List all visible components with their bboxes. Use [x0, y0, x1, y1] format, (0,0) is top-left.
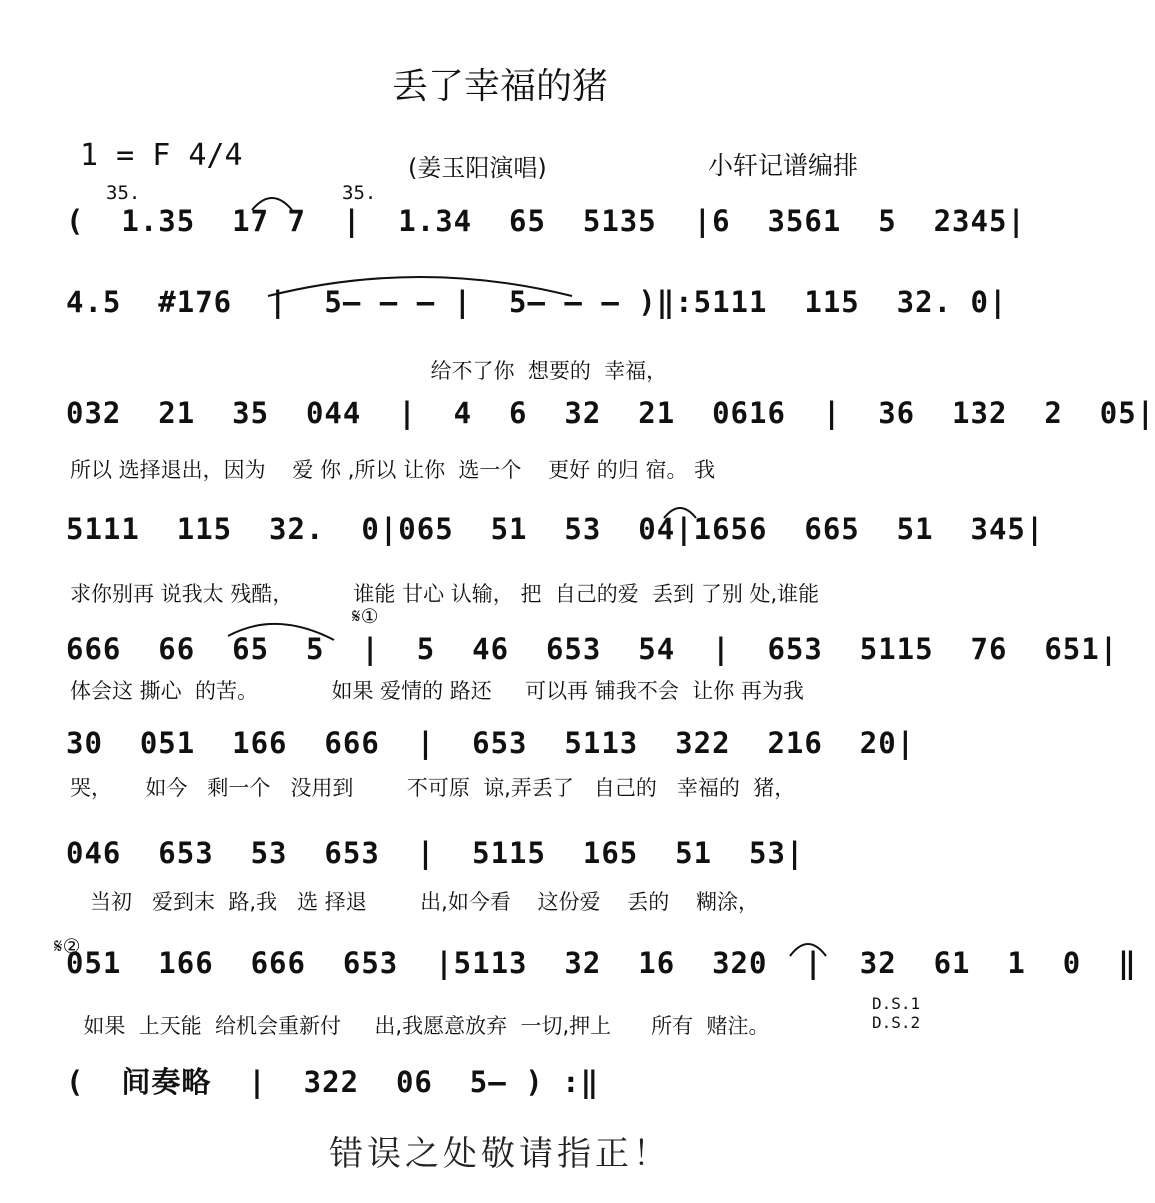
lyric-line: 给不了你 想要的 幸福，: [70, 359, 668, 383]
lyric-line: 所以 选择退出，因为 爱 你 ,所以 让你 选一个 更好 的归 宿。 我: [70, 458, 716, 482]
footer-note: 错误之处敬请指正！: [329, 1134, 671, 1174]
notation-line: 666 66 65 5 | 5 46 653 54 | 653 5115 76 651|: [66, 632, 1119, 666]
key-signature: 1 = F 4/4: [80, 138, 243, 173]
notation-line: ( 1.35 17 7 | 1.34 65 5135 |6 3561 5 2345|: [66, 204, 1026, 238]
ds-mark: D.S.2: [872, 1013, 921, 1032]
notation-line: ( 间奏略 | 322 06 5— ) :‖: [66, 1065, 600, 1099]
singer-credit: (姜玉阳演唱): [408, 154, 547, 182]
song-title: 丢了幸福的猪: [391, 66, 608, 107]
grace-note: 35.: [106, 182, 141, 204]
notation-line: 046 653 53 653 | 5115 165 51 53|: [66, 836, 805, 870]
grace-note: 35.: [342, 182, 377, 204]
lyric-line: 如果 上天能 给机会重新付 出,我愿意放弃 一切,押上 所有 赌注。: [70, 1014, 770, 1038]
segno-1-icon: 𝄋①: [352, 604, 379, 628]
notation-line: 051 166 666 653 |5113 32 16 320 | 32 61 1 0 ‖: [66, 946, 1137, 980]
arranger-credit: 小轩记谱编排: [708, 151, 859, 180]
lyric-line: 求你别再 说我太 残酷， 谁能 甘心 认输， 把 自己的爱 丢到 了别 处,谁能: [70, 582, 820, 606]
segno-2-icon: 𝄋②: [54, 934, 81, 958]
lyric-line: 体会这 撕心 的苦。 如果 爱情的 路还 可以再 铺我不会 让你 再为我: [70, 679, 804, 703]
lyric-line: 当初 爱到末 路,我 选 择退 出,如今看 这份爱 丢的 糊涂，: [70, 890, 759, 914]
notation-line: 5111 115 32. 0|065 51 53 04|1656 665 51 345|: [66, 512, 1045, 546]
notation-line: 4.5 #176 | 5— — — | 5— — — )‖:5111 115 32. 0|: [66, 285, 1008, 319]
notation-line: 30 051 166 666 | 653 5113 322 216 20|: [66, 726, 916, 760]
lyric-line: 哭， 如今 剩一个 没用到 不可原 谅,弄丢了 自己的 幸福的 猪，: [70, 776, 796, 800]
notation-line: 032 21 35 044 | 4 6 32 21 0616 | 36 132 2 05|: [66, 396, 1155, 430]
ds-mark: D.S.1: [872, 994, 921, 1013]
